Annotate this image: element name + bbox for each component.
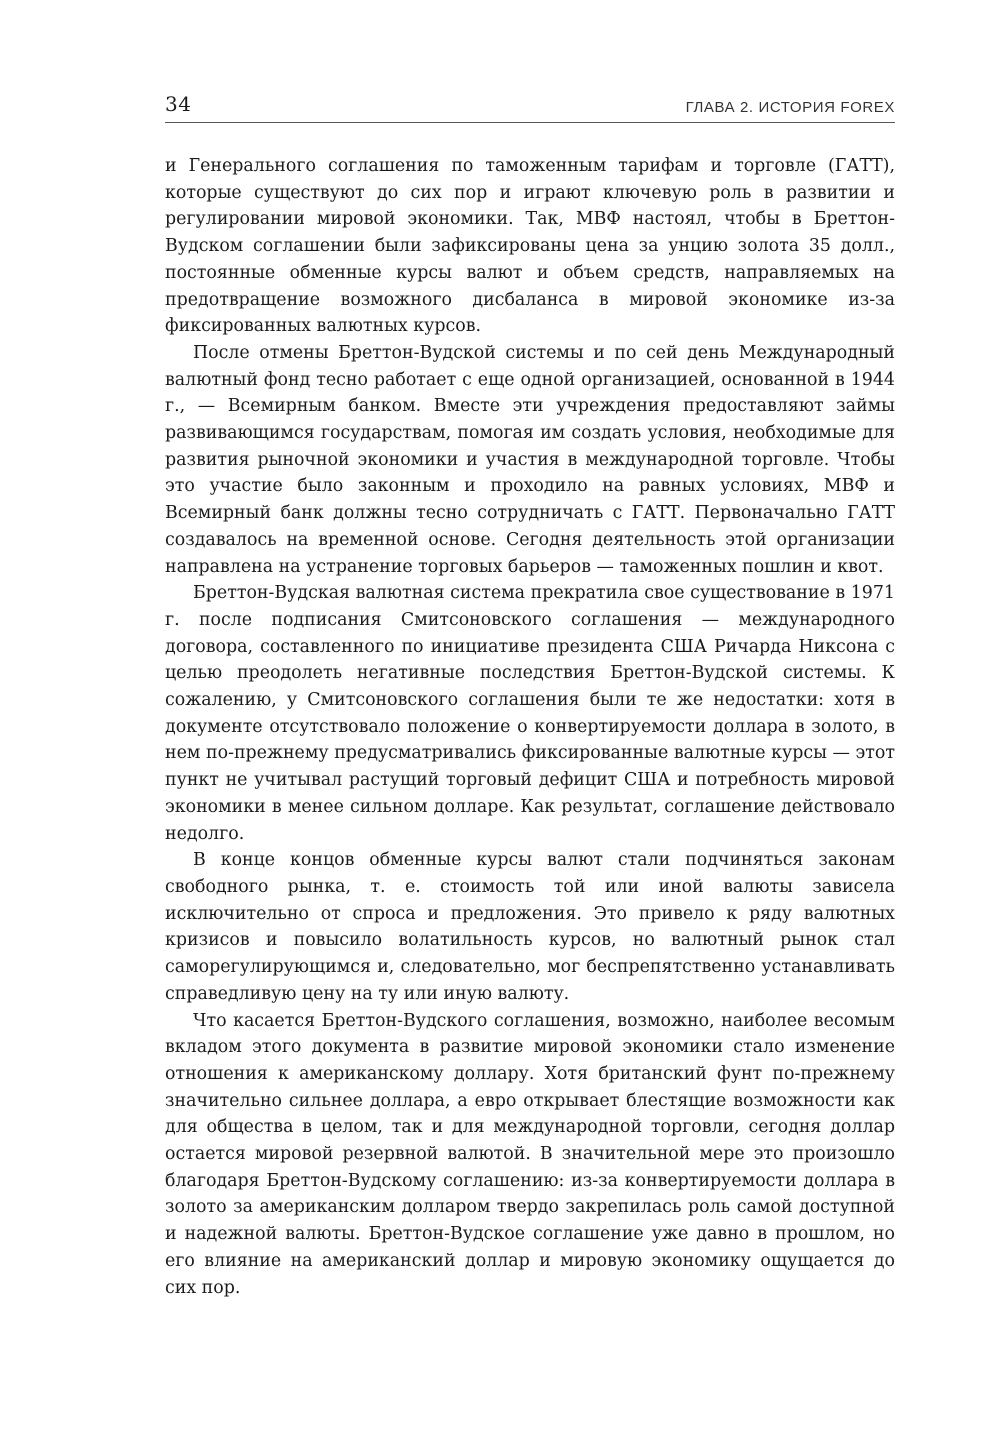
chapter-title: ГЛАВА 2. ИСТОРИЯ FOREX xyxy=(685,99,895,116)
paragraph-continued: и Генерального соглашения по таможенным тарифам и торговле (ГАТТ), которые существуют до сих пор и играют ключевую роль в развитии и регулировании мировой экономики. Так, МВФ настоял, чтобы в Бреттон-Вудском соглашении были зафиксированы цена за унцию золота 35 долл., постоянные обменные курсы валют и объем средств, направляемых на предотвращение возможного дисбаланса в мировой экономике из-за фиксированных валютных курсов. xyxy=(165,156,895,337)
page-number: 34 xyxy=(165,92,192,116)
body-text xyxy=(165,153,895,1301)
paragraph: Что касается Бреттон-Вудского соглашения, возможно, наиболее весомым вкладом этого документа в развитие мировой экономики стало изменение отношения к американскому доллару. Хотя британский фунт по-прежнему значительно сильнее доллара, а евро открывает блестящие возможности как для общества в целом, так и для международной торговли, сегодня доллар остается мировой резервной валютой. В значительной мере это произошло благодаря Бреттон-Вудскому соглашению: из-за конвертируемости доллара в золото за американским долларом твердо закрепилась роль самой доступной и надежной валюты. Бреттон-Вудское соглашение уже давно в прошлом, но его влияние на американский доллар и мировую экономику ощущается до сих пор. xyxy=(165,1010,895,1298)
paragraph: Бреттон-Вудская валютная система прекратила свое существование в 1971 г. после подписания Смитсоновского соглашения — международного договора, составленного по инициативе президента США Ричарда Никсона с целью преодолеть негативные последствия Бреттон-Вудской системы. К сожалению, у Смитсоновского соглашения были те же недостатки: хотя в документе отсутствовало положение о конвертируемости доллара в золото, в нем по-прежнему предусматривались фиксированные валютные курсы — этот пункт не учитывал растущий торговый дефицит США и потребность мировой экономики в менее сильном долларе. Как результат, соглашение действовало недолго. xyxy=(165,583,895,844)
book-page xyxy=(165,92,895,1301)
paragraph: После отмены Бреттон-Вудской системы и по сей день Международный валютный фонд тесно работает с еще одной организацией, основанной в 1944 г., — Всемирным банком. Вместе эти учреждения предоставляют займы развивающимся государствам, помогая им создать условия, необходимые для развития рыночной экономики и участия в международной торговле. Чтобы это участие было законным и проходило на равных условиях, МВФ и Всемирный банк должны тесно сотрудничать с ГАТТ. Первоначально ГАТТ создавалось на временной основе. Сегодня деятельность этой организации направлена на устранение торговых барьеров — таможенных пошлин и квот. xyxy=(165,342,895,577)
paragraph: В конце концов обменные курсы валют стали подчиняться законам свободного рынка, т. е. стоимость той или иной валюты зависела исключительно от спроса и предложения. Это привело к ряду валютных кризисов и повысило волатильность курсов, но валютный рынок стал саморегулирующимся и, следовательно, мог беспрепятственно устанавливать справедливую цену на ту или иную валюту. xyxy=(165,850,895,1004)
running-head xyxy=(165,92,895,123)
